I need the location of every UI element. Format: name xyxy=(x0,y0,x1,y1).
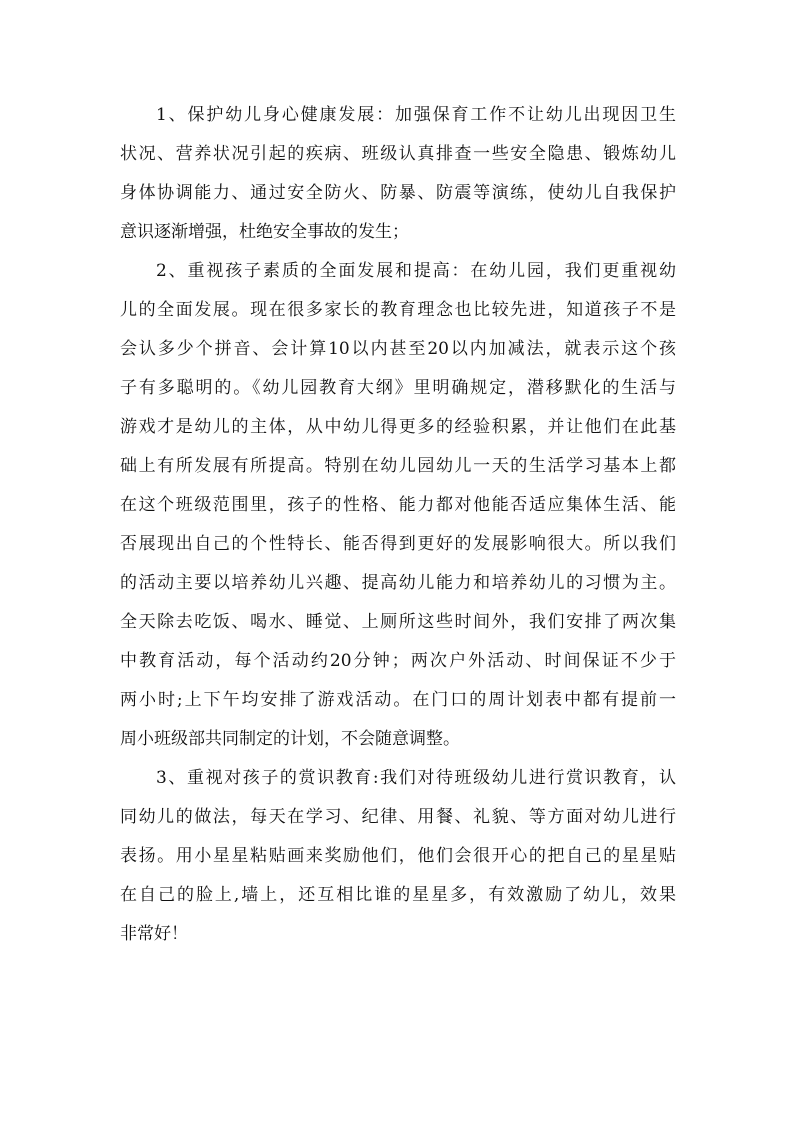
text-line: 周小班级部共同制定的计划，不会随意调整。 xyxy=(120,729,460,749)
text-line: 3、重视对孩子的赏识教育:我们对待班级幼儿进行赏识教育，认 xyxy=(156,768,676,788)
text-line: 状况、营养状况引起的疾病、班级认真排查一些安全隐患、锻炼幼儿 xyxy=(120,144,676,164)
text-line: 在这个班级范围里，孩子的性格、能力都对他能否适应集体生活、能 xyxy=(120,495,676,515)
text-line: 同幼儿的做法，每天在学习、纪律、用餐、礼貌、等方面对幼儿进行 xyxy=(120,807,676,827)
text-line: 会认多少个拼音、会计算10以内甚至20以内加减法，就表示这个孩 xyxy=(120,339,676,359)
text-line: 全天除去吃饭、喝水、睡觉、上厕所这些时间外，我们安排了两次集 xyxy=(120,612,676,632)
text-line: 否展现出自己的个性特长、能否得到更好的发展影响很大。所以我们 xyxy=(120,534,676,554)
text-line: 2、重视孩子素质的全面发展和提高：在幼儿园，我们更重视幼 xyxy=(156,261,676,281)
text-line: 表扬。用小星星粘贴画来奖励他们，他们会很开心的把自己的星星贴 xyxy=(120,846,676,866)
text-line: 非常好！ xyxy=(120,924,188,944)
text-line: 身体协调能力、通过安全防火、防暴、防震等演练，使幼儿自我保护 xyxy=(120,183,676,203)
paragraph-2 xyxy=(120,252,676,759)
text-line: 1、保护幼儿身心健康发展：加强保育工作不让幼儿出现因卫生 xyxy=(156,105,676,125)
text-line: 中教育活动，每个活动约20分钟；两次户外活动、时间保证不少于 xyxy=(120,651,676,671)
text-line: 在自己的脸上,墙上，还互相比谁的星星多，有效激励了幼儿，效果 xyxy=(120,885,676,905)
paragraph-1 xyxy=(120,96,676,252)
text-line: 的活动主要以培养幼儿兴趣、提高幼儿能力和培养幼儿的习惯为主。 xyxy=(120,573,676,593)
text-line: 游戏才是幼儿的主体，从中幼儿得更多的经验积累，并让他们在此基 xyxy=(120,417,676,437)
text-line: 础上有所发展有所提高。特别在幼儿园幼儿一天的生活学习基本上都 xyxy=(120,456,676,476)
text-line: 子有多聪明的。《幼儿园教育大纲》里明确规定，潜移默化的生活与 xyxy=(120,378,676,398)
text-line: 两小时;上下午均安排了游戏活动。在门口的周计划表中都有提前一 xyxy=(120,690,676,710)
paragraph-3 xyxy=(120,759,676,954)
text-line: 意识逐渐增强，杜绝安全事故的发生； xyxy=(120,222,409,242)
document-body xyxy=(120,96,676,954)
text-line: 儿的全面发展。现在很多家长的教育理念也比较先进，知道孩子不是 xyxy=(120,300,676,320)
